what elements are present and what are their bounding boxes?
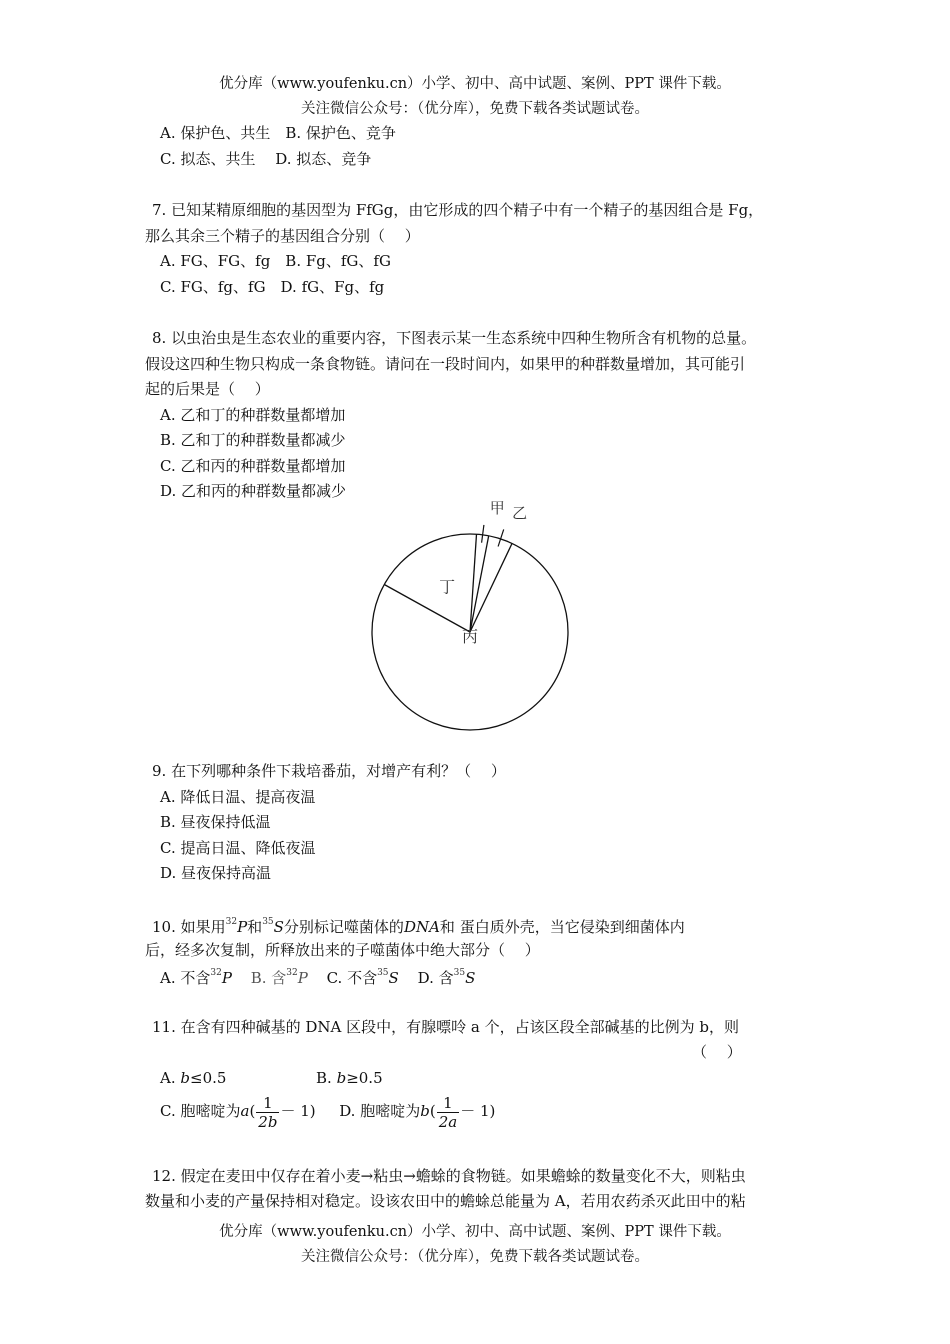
q10-stem-2: 后，经多次复制，所释放出来的子噬菌体中绝大部分（ ） bbox=[145, 941, 540, 959]
q11-options-cd: C. 胞嘧啶为a( $\frac{1}{2b}$ － 1) D. 胞嘧啶为b( $\frac{1}{2a}$ － 1) bbox=[160, 1093, 496, 1131]
q10-option-b: B. 含 bbox=[250, 969, 287, 987]
q10-option-d: D. 含 bbox=[417, 969, 454, 987]
q7-options-cd: C. FG、fg、fG D. fG、Fg、fg bbox=[160, 278, 385, 296]
pie-label-tick bbox=[482, 525, 484, 543]
sulfur-symbol: S bbox=[273, 918, 284, 936]
q10-and: 和 bbox=[247, 918, 263, 936]
q11-option-c: C. 胞嘧啶为 bbox=[160, 1102, 241, 1120]
q8-option: B. 乙和丁的种群数量都减少 bbox=[160, 431, 346, 449]
footer-line-1: 优分库（www.youfenku.cn）小学、初中、高中试题、案例、PPT 课件下载。 bbox=[219, 1224, 731, 1240]
q10-rest: 和 蛋白质外壳，当它侵染到细菌体内 bbox=[439, 918, 685, 936]
q8-stem-3: 起的后果是（ ） bbox=[145, 380, 270, 398]
q10-option-a: A. 不含 bbox=[160, 969, 211, 987]
q11-option-d: D. 胞嘧啶为 bbox=[339, 1102, 421, 1120]
q10-mid: 分别标记噬菌体的 bbox=[283, 918, 404, 936]
q7-stem-2: 那么其余三个精子的基因组合分别（ ） bbox=[145, 227, 420, 245]
pie-label: 乙 bbox=[512, 504, 528, 523]
q6-options-ab: A. 保护色、共生 B. 保护色、竞争 bbox=[160, 124, 396, 142]
q10-options: A. 不含$^{32}$P B. 含$^{32}$P C. 不含$^{35}$S D. 含$^{35}$S bbox=[160, 968, 476, 987]
q8-option: A. 乙和丁的种群数量都增加 bbox=[160, 406, 346, 424]
fraction: $\frac{1}{2b}$ bbox=[258, 1093, 278, 1131]
q8-stem-2: 假设这四种生物只构成一条食物链。请问在一段时间内，如果甲的种群数量增加，其可能引 bbox=[145, 355, 746, 373]
q9-option: C. 提高日温、降低夜温 bbox=[160, 839, 316, 857]
q10-number: 10. 如果用 bbox=[152, 918, 226, 936]
isotope-35: 35 bbox=[262, 917, 274, 927]
q9-option: A. 降低日温、提高夜温 bbox=[160, 788, 316, 806]
q8-stem-1: 8. 以虫治虫是生态农业的重要内容，下图表示某一生态系统中四种生物所含有机物的总量。 bbox=[152, 329, 757, 347]
q11-options-ab: A. b≤0.5 B. b≥0.5 bbox=[160, 1069, 383, 1087]
header-line-2: 关注微信公众号：（优分库），免费下载各类试题试卷。 bbox=[301, 101, 649, 117]
q9-stem: 9. 在下列哪种条件下栽培番茄，对增产有利？（ ） bbox=[152, 762, 506, 780]
q11-answer-paren: （ ） bbox=[692, 1043, 742, 1061]
header-line-1: 优分库（www.youfenku.cn）小学、初中、高中试题、案例、PPT 课件下载。 bbox=[219, 76, 731, 92]
q11-option-a: A. bbox=[160, 1069, 176, 1087]
q9-option: B. 昼夜保持低温 bbox=[160, 813, 271, 831]
pie-slice-boundary bbox=[470, 544, 512, 633]
phosphorus-symbol: P bbox=[237, 918, 248, 936]
organic-matter-pie-chart bbox=[330, 499, 610, 725]
q7-stem-1: 7. 已知某精原细胞的基因型为 FfGg，由它形成的四个精子中有一个精子的基因组合是 Fg， bbox=[152, 201, 764, 219]
pie-label: 丙 bbox=[462, 627, 479, 646]
q9-option: D. 昼夜保持高温 bbox=[160, 864, 272, 882]
q11-option-b: B. bbox=[316, 1069, 332, 1087]
dna-symbol: DNA bbox=[403, 918, 440, 936]
fraction: $\frac{1}{2a}$ bbox=[438, 1093, 458, 1131]
footer-line-2: 关注微信公众号：（优分库），免费下载各类试题试卷。 bbox=[301, 1249, 649, 1265]
q12-stem-2: 数量和小麦的产量保持相对稳定。设该农田中的蟾蜍总能量为 A，若用农药杀灭此田中的粘 bbox=[145, 1192, 746, 1210]
q10-stem-1 bbox=[152, 913, 822, 938]
q8-option: C. 乙和丙的种群数量都增加 bbox=[160, 457, 346, 475]
isotope-32: 32 bbox=[225, 917, 238, 927]
q11-stem-1: 11. 在含有四种碱基的 DNA 区段中，有腺嘌呤 a 个，占该区段全部碱基的比例为 b，则 bbox=[152, 1018, 739, 1036]
pie-label: 丁 bbox=[439, 577, 456, 597]
q6-options-cd: C. 拟态、共生 D. 拟态、竞争 bbox=[160, 150, 372, 168]
pie-label: 甲 bbox=[489, 499, 505, 517]
pie-slice-boundary bbox=[384, 585, 470, 633]
q12-stem-1: 12. 假定在麦田中仅存在着小麦→粘虫→蟾蜍的食物链。如果蟾蜍的数量变化不大，则粘虫 bbox=[152, 1167, 746, 1185]
q8-option: D. 乙和丙的种群数量都减少 bbox=[160, 482, 347, 500]
q10-option-c: C. 不含 bbox=[326, 969, 378, 987]
q7-options-ab: A. FG、FG、fg B. Fg、fG、fG bbox=[160, 252, 391, 270]
